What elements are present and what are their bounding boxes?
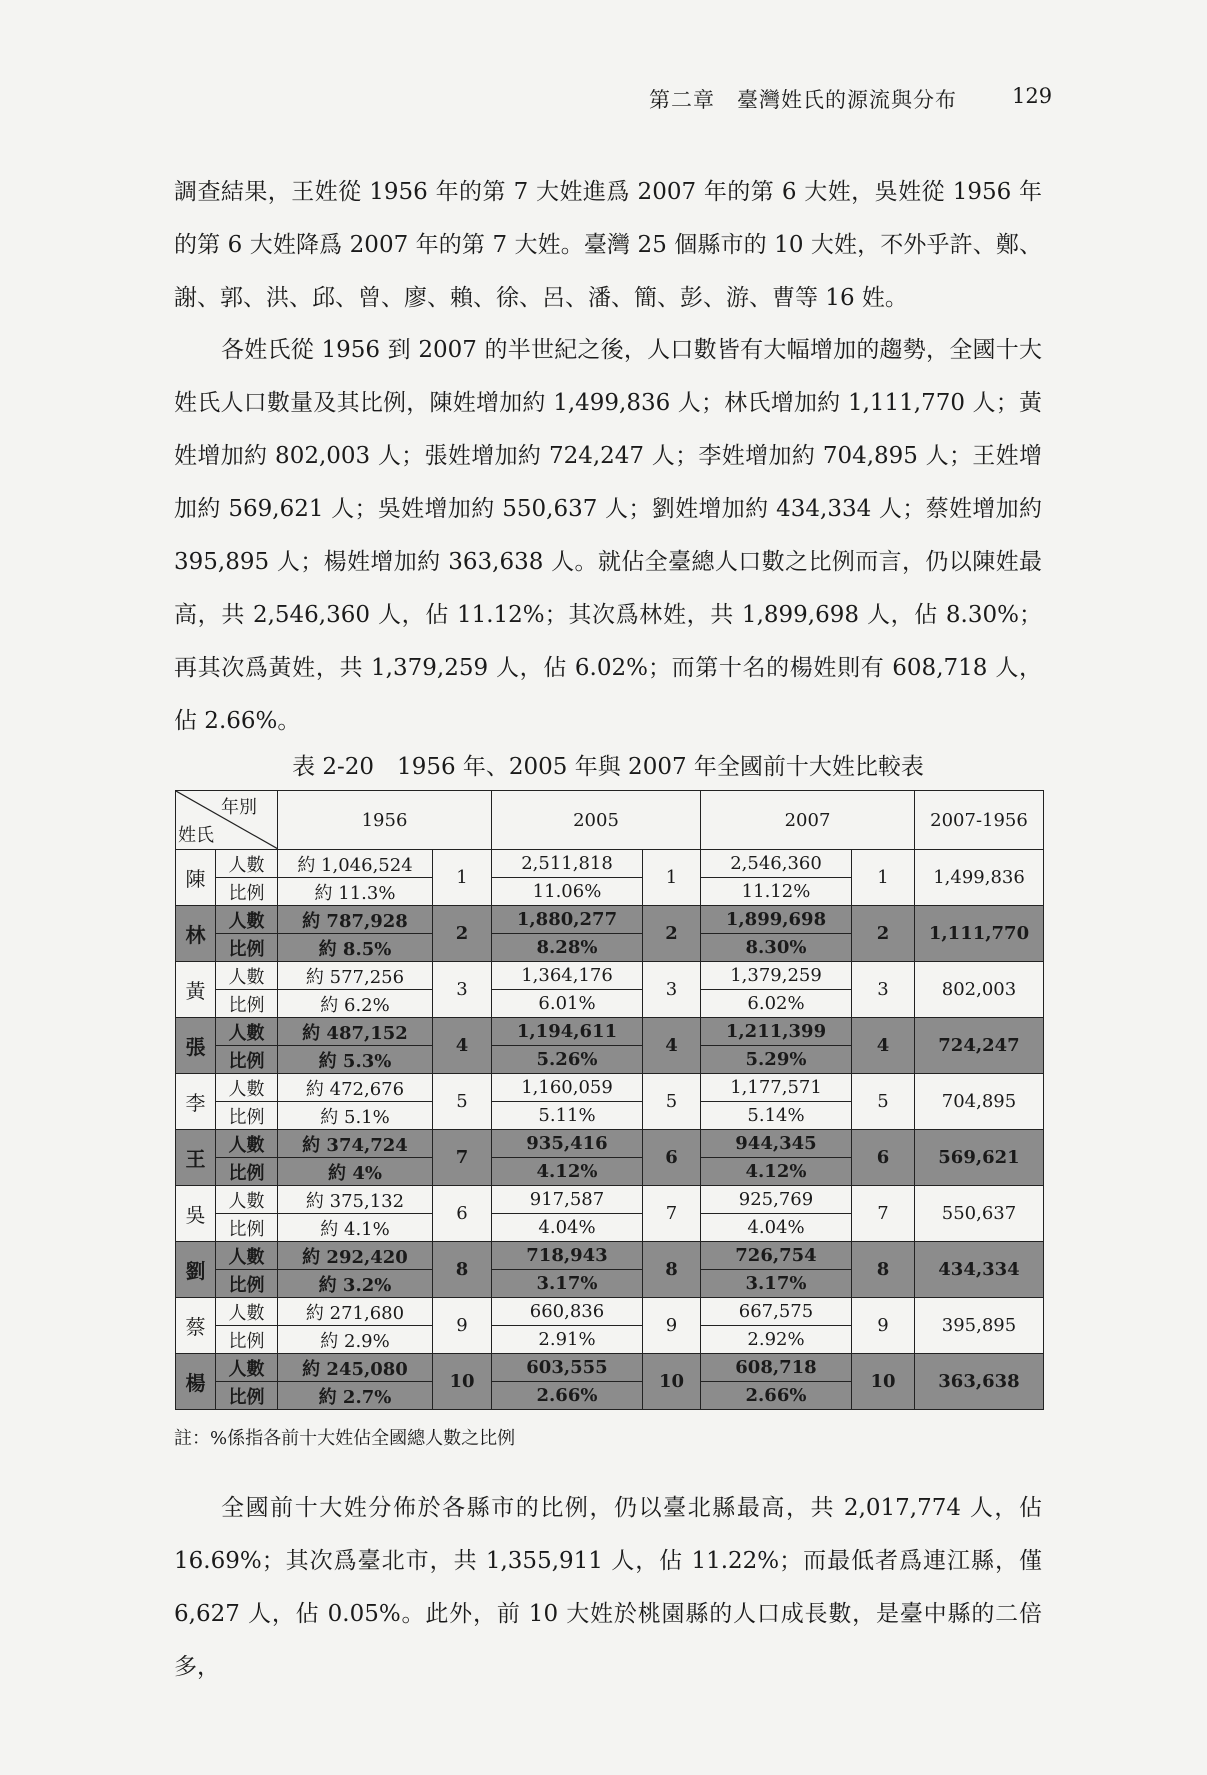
table-row <box>176 1186 1044 1214</box>
count-1956: 約 577,256 <box>278 962 433 990</box>
rank-2005: 4 <box>643 1018 701 1074</box>
diff-2007-1956: 569,621 <box>915 1130 1044 1186</box>
paragraph-1: 調查結果，王姓從 1956 年的第 7 大姓進爲 2007 年的第 6 大姓，吳姓從 1956 年的第 6 大姓降爲 2007 年的第 7 大姓。臺灣 25 個縣市的 10 大姓，不外乎許、鄭、謝、郭、洪、邱、曾、廖、賴、徐、呂、潘、簡、彭、游、曹等 16 姓。 <box>174 179 1042 311</box>
count-2005: 1,160,059 <box>492 1074 643 1102</box>
count-2005: 2,511,818 <box>492 850 643 878</box>
rank-2007: 4 <box>852 1018 915 1074</box>
table-row <box>176 1298 1044 1326</box>
label-count: 人數 <box>216 906 278 934</box>
count-2005: 935,416 <box>492 1130 643 1158</box>
table-caption: 表 2-20 1956 年、2005 年與 2007 年全國前十大姓比較表 <box>292 754 924 780</box>
ratio-2007: 6.02% <box>701 990 852 1018</box>
label-count: 人數 <box>216 1074 278 1102</box>
rank-1956: 4 <box>433 1018 492 1074</box>
label-count: 人數 <box>216 1242 278 1270</box>
ratio-2005: 8.28% <box>492 934 643 962</box>
count-2007: 1,379,259 <box>701 962 852 990</box>
rank-2007: 5 <box>852 1074 915 1130</box>
count-1956: 約 487,152 <box>278 1018 433 1046</box>
label-count: 人數 <box>216 1130 278 1158</box>
diff-2007-1956: 704,895 <box>915 1074 1044 1130</box>
rank-2005: 3 <box>643 962 701 1018</box>
column-header-2005: 2005 <box>492 791 701 850</box>
ratio-1956: 約 3.2% <box>278 1270 433 1298</box>
page-number: 129 <box>1012 84 1053 108</box>
count-2007: 944,345 <box>701 1130 852 1158</box>
ratio-1956: 約 5.3% <box>278 1046 433 1074</box>
corner-label-surname: 姓氏 <box>178 825 214 846</box>
rank-2007: 10 <box>852 1354 915 1410</box>
diff-2007-1956: 802,003 <box>915 962 1044 1018</box>
label-count: 人數 <box>216 1186 278 1214</box>
rank-1956: 3 <box>433 962 492 1018</box>
rank-2005: 6 <box>643 1130 701 1186</box>
table-body <box>176 850 1044 1410</box>
comparison-table <box>175 790 1044 1410</box>
table-row <box>176 1074 1044 1102</box>
ratio-2005: 2.66% <box>492 1382 643 1410</box>
label-ratio: 比例 <box>216 934 278 962</box>
count-2005: 718,943 <box>492 1242 643 1270</box>
count-2005: 603,555 <box>492 1354 643 1382</box>
count-2007: 1,211,399 <box>701 1018 852 1046</box>
table-row <box>176 962 1044 990</box>
paragraph-3: 全國前十大姓分佈於各縣市的比例，仍以臺北縣最高，共 2,017,774 人，佔 16.69%；其次爲臺北市，共 1,355,911 人，佔 11.22%；而最低者爲連江縣，僅 6,627 人，佔 0.05%。此外，前 10 大姓於桃園縣的人口成長數，是臺中縣的二倍多， <box>174 1495 1042 1680</box>
rank-1956: 10 <box>433 1354 492 1410</box>
count-2007: 1,177,571 <box>701 1074 852 1102</box>
count-1956: 約 375,132 <box>278 1186 433 1214</box>
ratio-2005: 2.91% <box>492 1326 643 1354</box>
surname-cell: 王 <box>176 1130 216 1186</box>
ratio-2005: 4.12% <box>492 1158 643 1186</box>
rank-2007: 9 <box>852 1298 915 1354</box>
ratio-2005: 6.01% <box>492 990 643 1018</box>
ratio-2007: 2.66% <box>701 1382 852 1410</box>
ratio-1956: 約 11.3% <box>278 878 433 906</box>
count-2005: 1,364,176 <box>492 962 643 990</box>
ratio-2007: 11.12% <box>701 878 852 906</box>
rank-2007: 1 <box>852 850 915 906</box>
label-ratio: 比例 <box>216 878 278 906</box>
table-row <box>176 1130 1044 1158</box>
count-2005: 917,587 <box>492 1186 643 1214</box>
count-2007: 1,899,698 <box>701 906 852 934</box>
rank-2007: 7 <box>852 1186 915 1242</box>
surname-cell: 林 <box>176 906 216 962</box>
diff-2007-1956: 724,247 <box>915 1018 1044 1074</box>
count-1956: 約 1,046,524 <box>278 850 433 878</box>
surname-cell: 劉 <box>176 1242 216 1298</box>
count-1956: 約 472,676 <box>278 1074 433 1102</box>
count-1956: 約 245,080 <box>278 1354 433 1382</box>
ratio-2007: 4.12% <box>701 1158 852 1186</box>
count-1956: 約 787,928 <box>278 906 433 934</box>
label-count: 人數 <box>216 850 278 878</box>
label-ratio: 比例 <box>216 1046 278 1074</box>
ratio-1956: 約 2.9% <box>278 1326 433 1354</box>
rank-2005: 8 <box>643 1242 701 1298</box>
corner-label-year: 年別 <box>221 797 257 818</box>
label-ratio: 比例 <box>216 1214 278 1242</box>
table-row <box>176 906 1044 934</box>
count-2007: 608,718 <box>701 1354 852 1382</box>
ratio-1956: 約 5.1% <box>278 1102 433 1130</box>
diff-2007-1956: 434,334 <box>915 1242 1044 1298</box>
label-count: 人數 <box>216 1018 278 1046</box>
label-ratio: 比例 <box>216 1326 278 1354</box>
table-row <box>176 1354 1044 1382</box>
ratio-2005: 4.04% <box>492 1214 643 1242</box>
page-header: 第二章 臺灣姓氏的源流與分布 <box>649 88 957 112</box>
surname-cell: 陳 <box>176 850 216 906</box>
rank-2005: 2 <box>643 906 701 962</box>
surname-cell: 李 <box>176 1074 216 1130</box>
rank-1956: 2 <box>433 906 492 962</box>
count-2007: 726,754 <box>701 1242 852 1270</box>
count-2005: 660,836 <box>492 1298 643 1326</box>
label-ratio: 比例 <box>216 1382 278 1410</box>
surname-cell: 蔡 <box>176 1298 216 1354</box>
rank-1956: 9 <box>433 1298 492 1354</box>
label-ratio: 比例 <box>216 1270 278 1298</box>
corner-header-cell <box>176 791 278 850</box>
rank-1956: 1 <box>433 850 492 906</box>
ratio-1956: 約 4.1% <box>278 1214 433 1242</box>
rank-2007: 6 <box>852 1130 915 1186</box>
rank-2007: 8 <box>852 1242 915 1298</box>
surname-cell: 吳 <box>176 1186 216 1242</box>
label-ratio: 比例 <box>216 1158 278 1186</box>
table-row <box>176 850 1044 878</box>
ratio-2007: 8.30% <box>701 934 852 962</box>
rank-2005: 1 <box>643 850 701 906</box>
ratio-2005: 3.17% <box>492 1270 643 1298</box>
ratio-2007: 5.14% <box>701 1102 852 1130</box>
count-2005: 1,194,611 <box>492 1018 643 1046</box>
ratio-2005: 5.26% <box>492 1046 643 1074</box>
rank-2005: 5 <box>643 1074 701 1130</box>
label-count: 人數 <box>216 962 278 990</box>
label-ratio: 比例 <box>216 1102 278 1130</box>
rank-2005: 10 <box>643 1354 701 1410</box>
rank-2007: 2 <box>852 906 915 962</box>
count-1956: 約 374,724 <box>278 1130 433 1158</box>
label-count: 人數 <box>216 1298 278 1326</box>
ratio-1956: 約 4% <box>278 1158 433 1186</box>
column-header-diff: 2007-1956 <box>915 791 1044 850</box>
ratio-2007: 4.04% <box>701 1214 852 1242</box>
count-2005: 1,880,277 <box>492 906 643 934</box>
rank-1956: 8 <box>433 1242 492 1298</box>
ratio-2007: 5.29% <box>701 1046 852 1074</box>
table-row <box>176 1018 1044 1046</box>
ratio-2005: 5.11% <box>492 1102 643 1130</box>
ratio-1956: 約 6.2% <box>278 990 433 1018</box>
ratio-2007: 2.92% <box>701 1326 852 1354</box>
ratio-2005: 11.06% <box>492 878 643 906</box>
diff-2007-1956: 550,637 <box>915 1186 1044 1242</box>
surname-cell: 張 <box>176 1018 216 1074</box>
rank-1956: 7 <box>433 1130 492 1186</box>
count-2007: 925,769 <box>701 1186 852 1214</box>
table-note: 註：%係指各前十大姓佔全國總人數之比例 <box>174 1428 516 1449</box>
rank-2005: 7 <box>643 1186 701 1242</box>
count-1956: 約 271,680 <box>278 1298 433 1326</box>
rank-1956: 5 <box>433 1074 492 1130</box>
count-2007: 667,575 <box>701 1298 852 1326</box>
paragraph-2: 各姓氏從 1956 到 2007 的半世紀之後，人口數皆有大幅增加的趨勢，全國十大姓氏人口數量及其比例，陳姓增加約 1,499,836 人；林氏增加約 1,111,770 人；黃姓增加約 802,003 人；張姓增加約 724,247 人；李姓增加約 704,895 人；王姓增加約 569,621 人；吳姓增加約 550,637 人；劉姓增加約 434,334 人；蔡姓增加約 395,895 人；楊姓增加約 363,638 人。就佔全臺總人口數之比例而言，仍以陳姓最高，共 2,546,360 人，佔 11.12%；其次爲林姓，共 1,899,698 人，佔 8.30%；再其次爲黃姓，共 1,379,259 人，佔 6.02%；而第十名的楊姓則有 608,718 人，佔 2.66%。 <box>174 337 1042 734</box>
column-header-1956: 1956 <box>278 791 492 850</box>
surname-cell: 黃 <box>176 962 216 1018</box>
count-1956: 約 292,420 <box>278 1242 433 1270</box>
ratio-1956: 約 2.7% <box>278 1382 433 1410</box>
rank-1956: 6 <box>433 1186 492 1242</box>
rank-2005: 9 <box>643 1298 701 1354</box>
ratio-2007: 3.17% <box>701 1270 852 1298</box>
diff-2007-1956: 1,111,770 <box>915 906 1044 962</box>
rank-2007: 3 <box>852 962 915 1018</box>
count-2007: 2,546,360 <box>701 850 852 878</box>
label-ratio: 比例 <box>216 990 278 1018</box>
diff-2007-1956: 1,499,836 <box>915 850 1044 906</box>
label-count: 人數 <box>216 1354 278 1382</box>
ratio-1956: 約 8.5% <box>278 934 433 962</box>
diff-2007-1956: 363,638 <box>915 1354 1044 1410</box>
table-row <box>176 1242 1044 1270</box>
diff-2007-1956: 395,895 <box>915 1298 1044 1354</box>
surname-cell: 楊 <box>176 1354 216 1410</box>
column-header-2007: 2007 <box>701 791 915 850</box>
